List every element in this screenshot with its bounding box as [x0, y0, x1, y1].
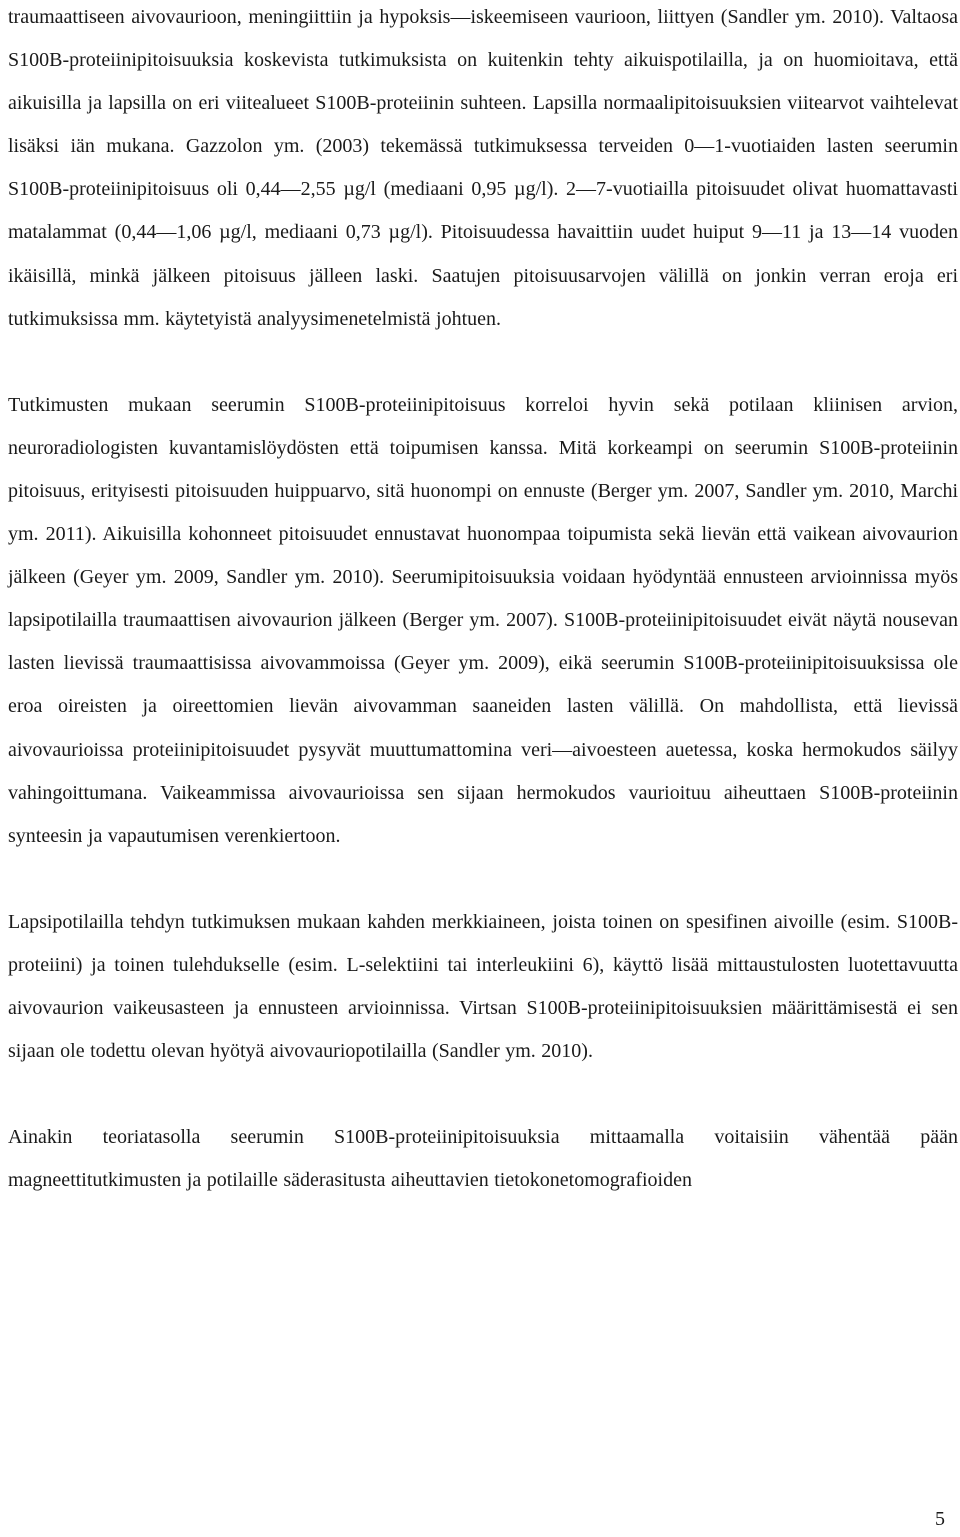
paragraph-gap — [8, 1073, 958, 1116]
paragraph-gap — [8, 858, 958, 901]
document-page — [8, 0, 958, 1202]
paragraph-2: Tutkimusten mukaan seerumin S100B-proteiinipitoisuus korreloi hyvin sekä potilaan kliinisen arvion, neuroradiologisten kuvantamislöydösten että toipumisen kanssa. Mitä korkeampi on seerumin S100B-proteiinin pitoisuus, erityisesti pitoisuuden huippuarvo, sitä huonompi on ennuste (Berger ym. 2007, Sandler ym. 2010, Marchi ym. 2011). Aikuisilla kohonneet pitoisuudet ennustavat huonompaa toipumista sekä lievän että vaikean aivovaurion jälkeen (Geyer ym. 2009, Sandler ym. 2010). Seerumipitoisuuksia voidaan hyödyntää ennusteen arvioinnissa myös lapsipotilailla traumaattisen aivovaurion jälkeen (Berger ym. 2007). S100B-proteiinipitoisuudet eivät näytä nousevan lasten lievissä traumaattisissa aivovammoissa (Geyer ym. 2009), eikä seerumin S100B-proteiinipitoisuuksissa ole eroa oireisten ja oireettomien lievän aivovamman saaneiden lasten välillä. On mahdollista, että lievissä aivovaurioissa proteiinipitoisuudet pysyvät muuttumattomina veri—aivoesteen auetessa, koska hermokudos säilyy vahingoittumana. Vaikeammissa aivovaurioissa sen sijaan hermokudos vaurioituu aiheuttaen S100B-proteiinin synteesin ja vapautumisen verenkiertoon. — [8, 393, 958, 847]
paragraph-4: Ainakin teoriatasolla seerumin S100B-proteiinipitoisuuksia mittaamalla voitaisiin vähentää pään magneettitutkimusten ja potilaille säderasitusta aiheuttavien tietokonetomografioiden — [8, 1126, 958, 1192]
paragraph-gap — [8, 341, 958, 384]
paragraph-1: traumaattiseen aivovaurioon, meningiittiin ja hypoksis—iskeemiseen vaurioon, liittyen (Sandler ym. 2010). Valtaosa S100B-proteiinipitoisuuksia koskevista tutkimuksista on kuitenkin tehty aikuispotilailla, ja on huomioitava, että aikuisilla ja lapsilla on eri viitealueet S100B-proteiinin suhteen. Lapsilla normaalipitoisuuksien viitearvot vaihtelevat lisäksi iän mukana. Gazzolon ym. (2003) tekemässä tutkimuksessa terveiden 0—1-vuotiaiden lasten seerumin S100B-proteiinipitoisuus oli 0,44—2,55 µg/l (mediaani 0,95 µg/l). 2—7-vuotiailla pitoisuudet olivat huomattavasti matalammat (0,44—1,06 µg/l, mediaani 0,73 µg/l). Pitoisuudessa havaittiin uudet huiput 9—11 ja 13—14 vuoden ikäisillä, minkä jälkeen pitoisuus jälleen laski. Saatujen pitoisuusarvojen välillä on jonkin verran eroja eri tutkimuksissa mm. käytetyistä analyysimenetelmistä johtuen. — [8, 6, 958, 330]
page-number: 5 — [935, 1508, 945, 1530]
paragraph-3: Lapsipotilailla tehdyn tutkimuksen mukaan kahden merkkiaineen, joista toinen on spesifinen aivoille (esim. S100B-proteiini) ja toinen tulehdukselle (esim. L-selektiini tai interleukiini 6), käyttö lisää mittaustulosten luotettavuutta aivovaurion vaikeusasteen ja ennusteen arvioinnissa. Virtsan S100B-proteiinipitoisuuksien määrittämisestä ei sen sijaan ole todettu olevan hyötyä aivovauriopotilailla (Sandler ym. 2010). — [8, 910, 958, 1063]
